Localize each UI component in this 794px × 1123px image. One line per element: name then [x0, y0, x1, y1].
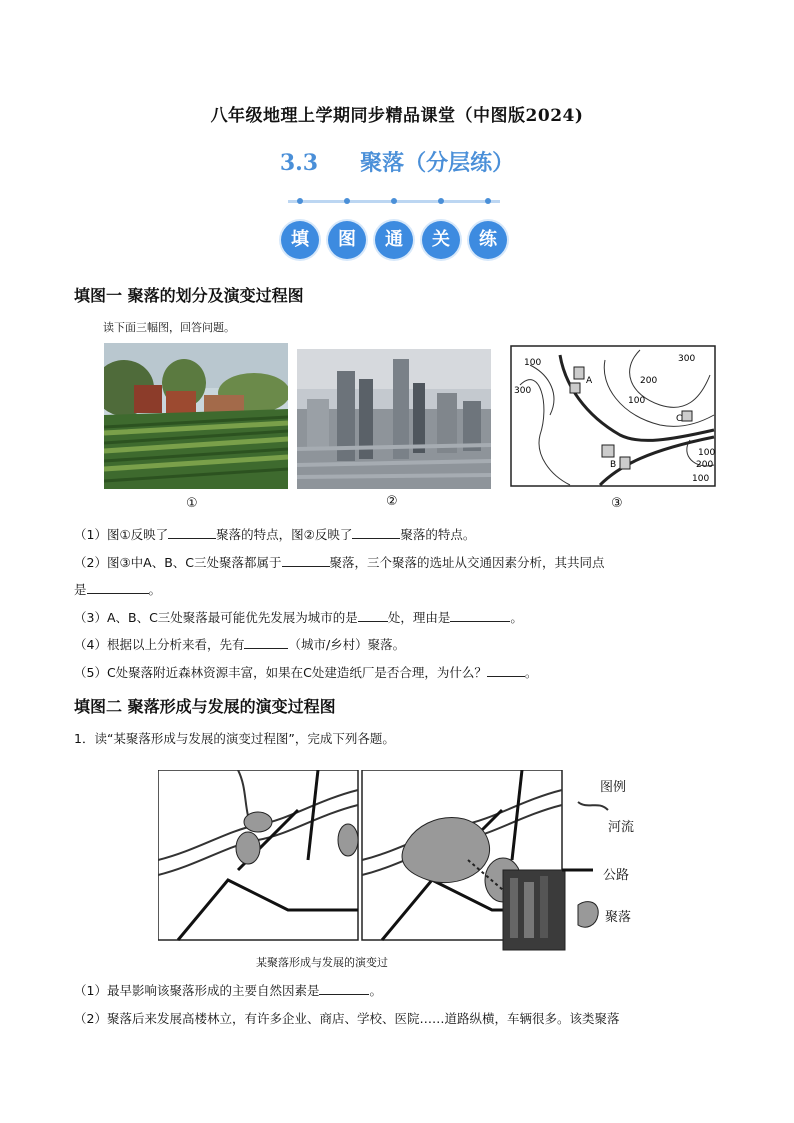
part1-question-4: （4）根据以上分析来看，先有 （城市/乡村）聚落。 — [74, 637, 406, 652]
section-title — [0, 146, 794, 177]
part1-question-2: （2）图③中A、B、C三处聚落都属于 聚落，三个聚落的选址从交通因素分析，其共同点 — [74, 555, 605, 570]
contour-label: 300 — [678, 354, 696, 364]
badge-tong: 通 — [375, 221, 413, 259]
contour-label: 100 — [628, 396, 646, 406]
settlement-evolution-figure — [158, 770, 646, 970]
part2-heading: 填图二 聚落形成与发展的演变过程图 — [74, 697, 336, 716]
badge-dot — [297, 198, 303, 204]
part2-question-2: （2）聚落后来发展高楼林立，有许多企业、商店、学校、医院……道路纵横，车辆很多。该类聚落 — [74, 1011, 620, 1026]
fig-label-1: ① — [186, 496, 198, 511]
village-photo — [104, 343, 288, 489]
fig-label-2: ② — [386, 494, 398, 509]
map-point-b: B — [610, 460, 617, 470]
map-point-a: A — [586, 376, 593, 386]
badge-dot — [438, 198, 444, 204]
part1-instruction: 读下面三幅图，回答问题。 — [103, 321, 235, 334]
legend-settlement: 聚落 — [605, 910, 632, 925]
section-number: 3.3 — [279, 150, 319, 176]
legend-river: 河流 — [608, 820, 635, 835]
legend-road: 公路 — [603, 868, 630, 883]
contour-label: 200 — [696, 460, 714, 470]
part1-question-3: （3）A、B、C三处聚落最可能优先发展为城市的是 处，理由是 。 — [74, 610, 523, 625]
contour-label: 100 — [692, 474, 710, 484]
contour-label: 200 — [640, 376, 658, 386]
part1-heading: 填图一 聚落的划分及演变过程图 — [74, 286, 304, 305]
badge-tian: 填 — [281, 221, 319, 259]
badge-guan: 关 — [422, 221, 460, 259]
part1-question-5: （5）C处聚落附近森林资源丰富，如果在C处建造纸厂是否合理，为什么？ 。 — [74, 665, 538, 680]
city-photo — [297, 349, 491, 489]
badge-lian: 练 — [469, 221, 507, 259]
part1-question-2-cont: 是 。 — [74, 582, 162, 597]
part2-instruction: 1．读“某聚落形成与发展的演变过程图”，完成下列各题。 — [74, 731, 395, 746]
contour-label: 100 — [698, 448, 716, 458]
badge-tu: 图 — [328, 221, 366, 259]
section-name: 聚落（分层练） — [360, 150, 515, 176]
fig-label-3: ③ — [611, 496, 623, 511]
badge-dot — [391, 198, 397, 204]
legend-title: 图例 — [600, 780, 627, 795]
part1-question-1: （1）图①反映了 聚落的特点，图②反映了 聚落的特点。 — [74, 527, 476, 542]
contour-label: 100 — [524, 358, 542, 368]
document-title: 八年级地理上学期同步精品课堂（中图版2024) — [210, 106, 584, 126]
map-point-c: C — [676, 414, 683, 424]
contour-label: 300 — [514, 386, 532, 396]
contour-map — [510, 345, 716, 487]
badge-dot — [485, 198, 491, 204]
badge-dot — [344, 198, 350, 204]
part2-question-1: （1）最早影响该聚落形成的主要自然因素是 。 — [74, 983, 382, 998]
figure-caption: 某聚落形成与发展的演变过 — [256, 956, 388, 969]
